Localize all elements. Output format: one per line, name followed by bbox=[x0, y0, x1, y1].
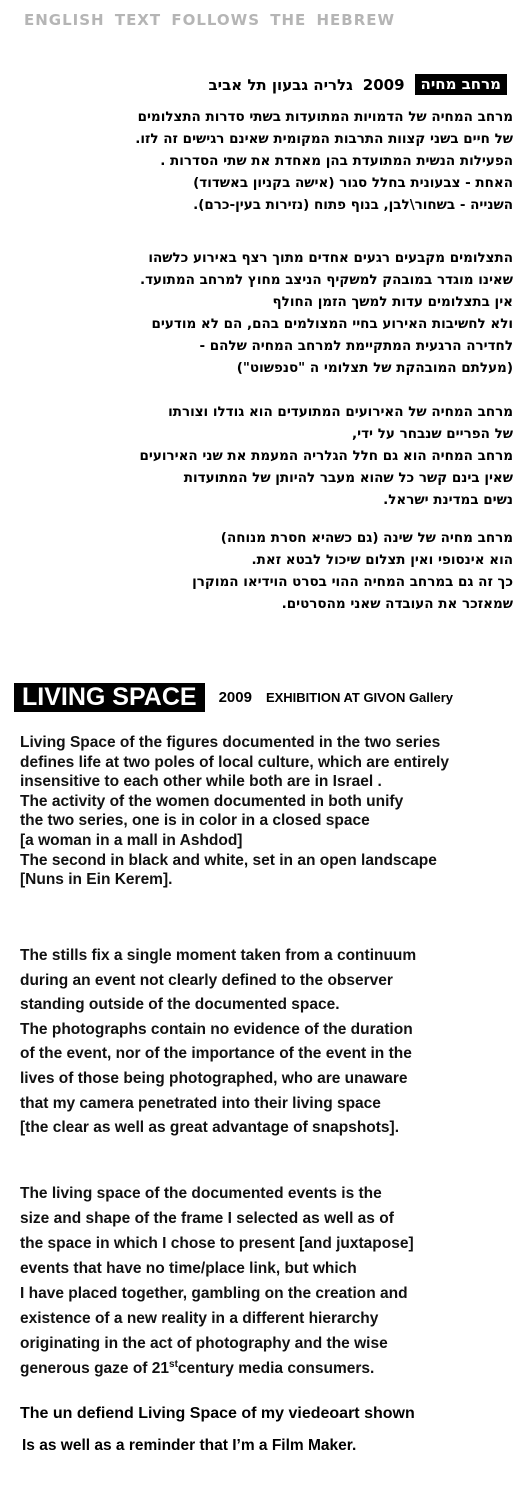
text-line: defines life at two poles of local culture, which are entirely bbox=[20, 753, 449, 771]
text-line: Living Space of the figures documented in the two series bbox=[20, 734, 441, 751]
text-line: לחדירה הרגעית המתקיימת למרחב המחיה שלהם - bbox=[199, 338, 513, 354]
text-line: standing outside of the documented space. bbox=[20, 996, 340, 1014]
text-line: ולא לחשיבות האירוע בחיי המצולמים בהם, הם לא מודעים bbox=[151, 316, 513, 332]
text-fragment: generous gaze of 21 bbox=[20, 1360, 170, 1377]
text-line: [a woman in a mall in Ashdod] bbox=[20, 831, 243, 849]
hebrew-paragraph-1 bbox=[135, 106, 513, 216]
text-line: The second in black and white, set in an open landscape bbox=[20, 851, 437, 869]
text-line bbox=[20, 1356, 414, 1381]
text-line: size and shape of the frame I selected as well as of bbox=[20, 1210, 394, 1227]
text-line: The living space of the documented events is the bbox=[20, 1185, 382, 1202]
text-line: lives of those being photographed, who are unaware bbox=[20, 1069, 408, 1087]
text-line: הוא אינסופי ואין תצלום שיכול לבטא זאת. bbox=[251, 552, 513, 568]
text-line: השנייה - בשחור\לבן, בנוף פתוח (נזירות בעין-כרם). bbox=[193, 197, 513, 213]
language-notice: ENGLISH TEXT FOLLOWS THE HEBREW bbox=[24, 11, 396, 29]
text-line: [Nuns in Ein Kerem]. bbox=[20, 871, 173, 889]
text-line: insensitive to each other while both are in Israel . bbox=[20, 773, 382, 791]
text-line: אין בתצלומים עדות למשך הזמן החולף bbox=[272, 294, 513, 310]
text-line: the two series, one is in color in a closed space bbox=[20, 812, 370, 830]
text-line: מרחב מחיה של שינה (גם כשהיא חסרת מנוחה) bbox=[220, 530, 513, 546]
text-line: originating in the act of photography and the wise bbox=[20, 1335, 388, 1352]
text-line: during an event not clearly defined to the observer bbox=[20, 971, 393, 989]
text-line: האחת - צבעונית בחלל סגור (אישה בקניון באשדוד) bbox=[193, 175, 513, 191]
text-line: נשים במדינת ישראל. bbox=[383, 492, 513, 508]
text-line: שאין בינם קשר כל שהוא מעבר להיותן של המתועדות bbox=[183, 470, 513, 486]
text-line: הפעילות הנשית המתועדת בהן מאחדת את שתי הסדרות . bbox=[160, 153, 513, 169]
text-line: (מעלתם המובהקת של תצלומי ה "סנפשוט") bbox=[236, 360, 513, 376]
videoart-note: The un defiend Living Space of my viedeoart shown bbox=[20, 1405, 415, 1422]
text-line: events that have no time/place link, but which bbox=[20, 1260, 357, 1277]
text-line: של הפריים שנבחר על ידי, bbox=[352, 426, 513, 442]
english-title-badge: LIVING SPACE bbox=[14, 683, 205, 712]
hebrew-title bbox=[209, 74, 508, 95]
hebrew-paragraph-3 bbox=[139, 401, 513, 511]
text-line: כך זה גם במרחב המחיה ההוי בסרט הוידיאו המוקרן bbox=[192, 574, 513, 590]
hebrew-paragraph-4 bbox=[192, 527, 513, 615]
text-line: The photographs contain no evidence of the duration bbox=[20, 1020, 413, 1038]
hebrew-paragraph-2 bbox=[140, 247, 513, 379]
english-paragraph-2 bbox=[20, 944, 416, 1141]
english-subtitle: EXHIBITION AT GIVON Gallery bbox=[265, 690, 454, 705]
text-line: שאינו מוגדר במובהק למשקיף הניצב מחוץ למרחב המתועד. bbox=[139, 272, 513, 288]
text-line: מרחב המחיה של האירועים המתועדים הוא גודלו וצורתו bbox=[168, 404, 513, 420]
text-line: of the event, nor of the importance of the event in the bbox=[20, 1045, 412, 1063]
text-line: the space in which I chose to present [and juxtapose] bbox=[20, 1235, 414, 1252]
english-title bbox=[14, 683, 453, 712]
text-line: The stills fix a single moment taken from a continuum bbox=[20, 947, 417, 964]
text-line: התצלומים מקבעים רגעים אחדים מתוך רצף באירוע כלשהו bbox=[148, 250, 513, 266]
film-maker-note: Is as well as a reminder that I’m a Film Maker. bbox=[22, 1437, 357, 1454]
english-paragraph-3 bbox=[20, 1181, 414, 1381]
hebrew-title-badge: מרחב מחיה bbox=[415, 74, 507, 95]
text-fragment: century media consumers. bbox=[177, 1360, 375, 1377]
text-line: [the clear as well as great advantage of snapshots]. bbox=[20, 1119, 400, 1137]
english-paragraph-1 bbox=[20, 733, 449, 890]
text-line: that my camera penetrated into their living space bbox=[20, 1094, 381, 1112]
text-line: The activity of the women documented in both unify bbox=[20, 792, 404, 810]
text-line: existence of a new reality in a different hierarchy bbox=[20, 1310, 379, 1327]
text-line: מרחב המחיה של הדמויות המתועדות בשתי סדרות התצלומים bbox=[137, 109, 513, 125]
text-line: של חיים בשני קצוות התרבות המקומית שאינם רגישים זה לזו. bbox=[135, 131, 513, 147]
text-line: I have placed together, gambling on the creation and bbox=[20, 1285, 408, 1302]
ordinal-suffix: st bbox=[169, 1358, 178, 1370]
hebrew-venue: גלריה גבעון תל אביב bbox=[208, 75, 353, 94]
text-line: מרחב המחיה הוא גם חלל הגלריה המעמת את שני האירועים bbox=[139, 448, 513, 464]
hebrew-year: 2009 bbox=[362, 75, 405, 94]
english-year: 2009 bbox=[218, 689, 252, 706]
text-line: שמאזכר את העובדה שאני מהסרטים. bbox=[281, 596, 513, 612]
